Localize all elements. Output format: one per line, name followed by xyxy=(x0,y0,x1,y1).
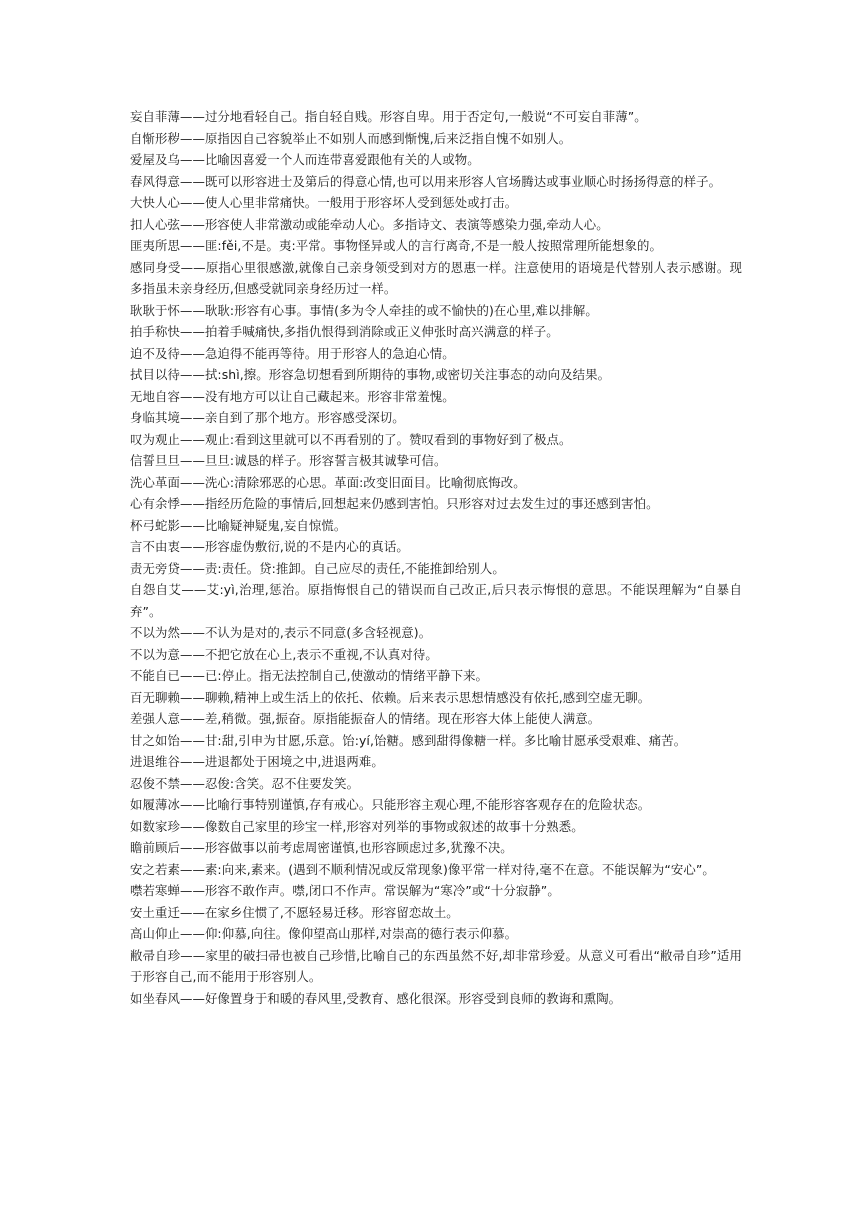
idiom-entry: 如数家珍——像数自己家里的珍宝一样,形容对列举的事物或叙述的故事十分熟悉。 xyxy=(130,818,584,834)
idiom-entry: 进退维谷——进退都处于困境之中,进退两难。 xyxy=(130,754,384,769)
idiom-entry: 拍手称快——拍着手喊痛快,多指仇恨得到消除或正义伸张时高兴满意的样子。 xyxy=(130,324,559,339)
idiom-entry: 杯弓蛇影——比喻疑神疑鬼,妄自惊慌。 xyxy=(130,517,347,533)
idiom-entry: 拭目以待——拭:shì,擦。形容急切想看到所期待的事物,或密切关注事态的动向及结果。 xyxy=(130,367,611,382)
idiom-entry: 安土重迁——在家乡住惯了,不愿轻易迁移。形容留恋故土。 xyxy=(130,904,459,920)
idiom-entry: 责无旁贷——责:责任。贷:推卸。自己应尽的责任,不能推卸给别人。 xyxy=(130,560,505,576)
idiom-entry: 不能自已——已:停止。指无法控制自己,使激动的情绪平静下来。 xyxy=(130,668,489,683)
idiom-entry: 瞻前顾后——形容做事以前考虑周密谨慎,也形容顾虑过多,犹豫不决。 xyxy=(130,840,513,855)
idiom-entry: 高山仰止——仰:仰慕,向往。像仰望高山那样,对崇高的德行表示仰慕。 xyxy=(130,926,518,941)
idiom-entry: 妄自菲薄——过分地看轻自己。指自轻自贱。形容自卑。用于否定句,一般说“不可妄自菲薄”。 xyxy=(130,109,647,124)
idiom-entry: 不以为意——不把它放在心上,表示不重视,不认真对待。 xyxy=(130,646,438,662)
document-body xyxy=(130,106,742,1009)
idiom-entry: 匪夷所思——匪:fěi,不是。夷:平常。事物怪异或人的言行离奇,不是一般人按照常理所能想象的。 xyxy=(130,238,662,253)
idiom-entry: 自怨自艾——艾:yì,治理,惩治。原指悔恨自己的错误而自己改正,后只表示悔恨的意思。不能误理解为“自暴自弃”。 xyxy=(130,582,742,619)
idiom-entry: 言不由衷——形容虚伪敷衍,说的不是内心的真话。 xyxy=(130,539,409,554)
idiom-entry: 耿耿于怀——耿耿:形容有心事。事情(多为令人牵挂的或不愉快的)在心里,难以排解。 xyxy=(130,302,598,318)
idiom-entry: 大快人心——使人心里非常痛快。一般用于形容坏人受到惩处或打击。 xyxy=(130,195,518,210)
idiom-entry: 忍俊不禁——忍俊:含笑。忍不住要发笑。 xyxy=(130,775,360,791)
idiom-entry: 如履薄冰——比喻行事特别谨慎,存有戒心。只能形容主观心理,不能形容客观存在的危险状态。 xyxy=(130,797,651,812)
idiom-entry: 如坐春风——好像置身于和暖的春风里,受教育、感化很深。形容受到良师的教诲和熏陶。 xyxy=(130,990,622,1006)
idiom-entry: 自惭形秽——原指因自己容貌举止不如别人而感到惭愧,后来泛指自愧不如别人。 xyxy=(130,130,572,146)
idiom-entry: 差强人意——差,稍微。强,振奋。原指能振奋人的情绪。现在形容大体上能使人满意。 xyxy=(130,711,601,726)
idiom-entry: 身临其境——亲自到了那个地方。形容感受深切。 xyxy=(130,410,405,425)
idiom-entry: 甘之如饴——甘:甜,引申为甘愿,乐意。饴:yí,饴糖。感到甜得像糖一样。多比喻甘愿承受艰难、痛苦。 xyxy=(130,732,687,748)
idiom-entry: 安之若素——素:向来,素来。(遇到不顺利情况或反常现象)像平常一样对待,毫不在意。不能误解为“安心”。 xyxy=(130,861,715,877)
idiom-entry: 不以为然——不认为是对的,表示不同意(多含轻视意)。 xyxy=(130,625,432,640)
idiom-entry: 信誓旦旦——旦旦:诚恳的样子。形容誓言极其诚挚可信。 xyxy=(130,453,447,468)
idiom-entry: 叹为观止——观止:看到这里就可以不再看别的了。赞叹看到的事物好到了极点。 xyxy=(130,431,572,447)
idiom-entry: 百无聊赖——聊赖,精神上或生活上的依托、依赖。后来表示思想情感没有依托,感到空虚无聊。 xyxy=(130,689,651,705)
idiom-entry: 敝帚自珍——家里的破扫帚也被自己珍惜,比喻自己的东西虽然不好,却非常珍爱。从意义可看出“敝帚自珍”适用于形容自己,而不能用于形容别人。 xyxy=(130,947,742,984)
idiom-entry: 扣人心弦——形容使人非常激动或能牵动人心。多指诗文、表演等感染力强,牵动人心。 xyxy=(130,216,609,232)
idiom-entry: 迫不及待——急迫得不能再等待。用于形容人的急迫心情。 xyxy=(130,345,455,361)
idiom-entry: 噤若寒蝉——形容不敢作声。噤,闭口不作声。常误解为“寒冷”或“十分寂静”。 xyxy=(130,883,560,898)
idiom-entry: 无地自容——没有地方可以让自己藏起来。形容非常羞愧。 xyxy=(130,388,455,404)
idiom-entry: 心有余悸——指经历危险的事情后,回想起来仍感到害怕。只形容对过去发生过的事还感到害怕。 xyxy=(130,496,659,511)
idiom-entry: 感同身受——原指心里很感激,就像自己亲身领受到对方的恩惠一样。注意使用的语境是代替别人表示感谢。现多指虽未亲身经历,但感受就同亲身经历过一样。 xyxy=(130,259,742,296)
idiom-entry: 爱屋及乌——比喻因喜爱一个人而连带喜爱跟他有关的人或物。 xyxy=(130,152,480,167)
idiom-entry: 洗心革面——洗心:清除邪恶的心思。革面:改变旧面目。比喻彻底悔改。 xyxy=(130,474,526,490)
idiom-entry: 春风得意——既可以形容进士及第后的得意心情,也可以用来形容人官场腾达或事业顺心时扬扬得意的样子。 xyxy=(130,173,722,189)
